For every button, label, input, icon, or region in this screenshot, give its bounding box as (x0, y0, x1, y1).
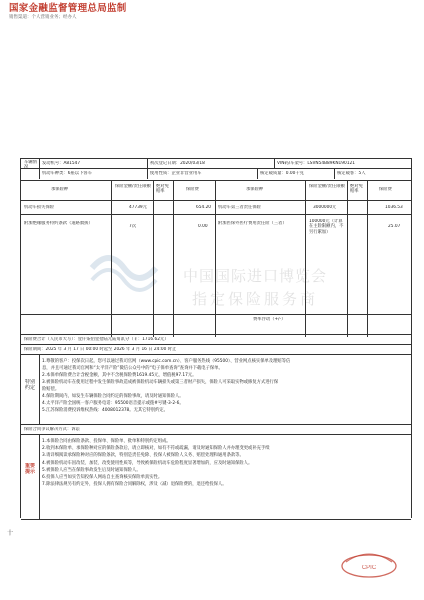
company-stamp-icon (340, 548, 398, 578)
coverage-right-2-amount: 100000元（计算在主险限额内，不另行累加） (309, 219, 344, 235)
coverage-right-1-name: 机动车第三者责任保险 (218, 205, 261, 210)
coverage-right-2-name: 附加医保外医疗费用责任险（三者） (218, 221, 287, 226)
coverage-header-premium-left: 保险费 (186, 187, 199, 192)
policy-document (20, 158, 412, 518)
coverage-right-2-premium: 25.07 (388, 224, 401, 229)
coverage-right-1-premium: 1036.53 (385, 205, 403, 210)
coverage-left-2-amount: 7次 (129, 224, 137, 229)
coverage-left-2-name: 附加绝缘服务特约条款（道路救援） (24, 221, 93, 226)
stamp-text: CPIC (361, 565, 377, 571)
vehicle-row-2 (21, 168, 411, 179)
vin-label: VIN码/车架号： (277, 161, 308, 166)
tonnage-value: 0.00千克 (285, 171, 304, 176)
coverage-row-2 (21, 214, 411, 315)
notice-line: 4.被保险机动车因改装、加装、改变使用性质等，导致被保险机动车危险程度显著增加的，应及时通知保险人。 (42, 460, 253, 466)
special-lines (42, 358, 290, 414)
special-line: 2.本保单保险费合计含税金额，其中不含税保险费1619.45元，增值税97.17元。 (42, 373, 197, 378)
dispute-resolution (24, 427, 80, 432)
watermark-line-1: 中国国际进口博览会 (182, 267, 327, 285)
vehicle-type-label: 机动车种类： (42, 171, 68, 176)
notice-line: 3.请详细阅读承保险种对应的保险条款，特别是责任免除、投保人被保险人义务、赔偿处理和通用条款等。 (42, 453, 244, 459)
watermark-line-2: 指定保险服务商 (191, 290, 318, 308)
notice-line: 2.收到本保险单、承保险种对应的保险条款后，请立即核对，如有不符或疏漏，请及时通知保险人并办理变更或补充手续 (42, 446, 270, 452)
coverage-header-row (21, 180, 411, 201)
usage-label: 使用性质： (150, 171, 172, 176)
tonnage-label: 核定载质量： (260, 171, 286, 176)
coverage-left-1-name: 机动车损失保险 (24, 205, 55, 210)
first-registration (150, 161, 205, 166)
seats-label: 核定载客： (337, 171, 359, 176)
first-reg-value: 2020/03/18 (180, 161, 205, 166)
rated-tonnage (260, 171, 304, 176)
notice-line: 1.本保险合同由保险条款、投保单、保险单、批单和特别约定组成。 (42, 439, 171, 444)
coverage-header-deductible-left: 绝对免赔率 (156, 184, 169, 195)
special-line: 4.保险期间内，如发生车辆保险合同约定的保险事故，请及时通知保险人。 (42, 394, 184, 399)
vin-number (277, 161, 355, 166)
first-reg-label: 初次登记日期： (150, 161, 181, 166)
regulator-title: 国家金融监督管理总局监制 (9, 3, 127, 14)
premium-total-value: 壹仟柒佰壹拾陆元陆角贰分 (77, 337, 130, 342)
vehicle-type-value: 6座以下客车 (67, 171, 92, 176)
notice-line: 7.除法律法规另有约定外，投保人拥有保险合同解除权，涉及（减）退保险费的，退还给投保人。 (42, 482, 227, 488)
notice-line: 5.被保险人应当在保险事故发生后及时通知保险人。 (42, 467, 141, 473)
period-value: 2025 年 3 月 17 日 00:00 时起至 2026 年 3 月 16 日 24:00 时止 (45, 347, 177, 352)
coverage-header-premium-right: 保险费 (379, 187, 392, 192)
dispute-label: 保险合同争议解决方式： (24, 427, 72, 432)
notice-lines (42, 438, 270, 488)
special-line: 5.江苏保险消费投诉维权热线：4008012378。无其它特别约定。 (42, 408, 168, 413)
coverage-row-1 (21, 200, 411, 215)
coverage-header-amount-right: 保险金额/责任限额 (309, 184, 345, 189)
premium-small-value: 1716.62 (142, 337, 160, 342)
premium-small-label: （￥： (129, 337, 143, 342)
vin-value: LSVN54B89KN190121 (307, 161, 355, 166)
important-notice-row (21, 434, 411, 520)
coverage-header-name-left: 承保险种 (51, 187, 69, 192)
coverage-header-deductible-right: 绝对免赔率 (350, 184, 363, 195)
coverage-header-amount-left: 保险金额/责任限额 (115, 184, 151, 189)
notice-label: 重要提示 (25, 463, 36, 476)
special-line: 4.太平洋产险全国统一客户服务电话：95500语音提示或拨#号键-3-2-6。 (42, 401, 184, 406)
period-label: 保险期间： (24, 347, 46, 352)
special-line: 1.尊敬的客户：投保次日起，您可以通过我司官网（www.cpic.com.cn）、客户服务热线（95500）、营业网点核实保单及理赔等信 (42, 359, 291, 364)
coverage-left-1-amount: 47739元 (129, 205, 147, 210)
fluctuation-label: 费率浮动（+/-） (253, 317, 286, 322)
engine-value: A81547 (63, 161, 81, 166)
special-line: 息，并且可通过我司官网和“太平洋产险”微信公众号中的“电子保单查询”查询并下载电子保单。 (42, 366, 223, 371)
coverage-header-name-right: 承保险种 (246, 187, 264, 192)
engine-number (42, 161, 80, 166)
vehicle-type (42, 171, 92, 176)
premium-small-suffix: 元） (159, 337, 169, 342)
special-line: 3.被保险机动车在使用过程中发生保险事故造成被保险机动车辆损失或第三者财产损失，保险人可采取实物或修复方式进行保 (42, 380, 279, 385)
special-line: 险赔偿。 (42, 387, 60, 392)
seats-value: 5人 (358, 171, 366, 176)
vehicle-usage (150, 171, 202, 176)
special-agreements-row (21, 354, 411, 425)
regulator-subtitle: 销售渠道：个人营销业务；经办人 (9, 15, 77, 20)
premium-total-label: 保险费合计（人民币大写）： (24, 337, 78, 342)
usage-value: 企业非营业用车 (171, 171, 202, 176)
premium-total (24, 337, 169, 342)
engine-label: 发动机号： (42, 161, 64, 166)
insurance-period (24, 347, 176, 352)
coverage-left-2-premium: 0.00 (198, 224, 208, 229)
dispute-value: 诉讼 (71, 427, 80, 432)
fluctuation-row (21, 314, 411, 325)
special-label: 特别约定 (25, 379, 36, 392)
vehicle-section-label: 车辆情况 (24, 160, 37, 171)
coverage-left-1-premium: 654.20 (196, 205, 212, 210)
rated-seats (337, 171, 366, 176)
bottom-mark: 十 (7, 530, 14, 537)
coverage-right-1-amount: 3000000元 (313, 205, 337, 210)
notice-line: 6.投保人应当如实告知投保人网站自主查询核实保险单真实性。 (42, 475, 163, 481)
